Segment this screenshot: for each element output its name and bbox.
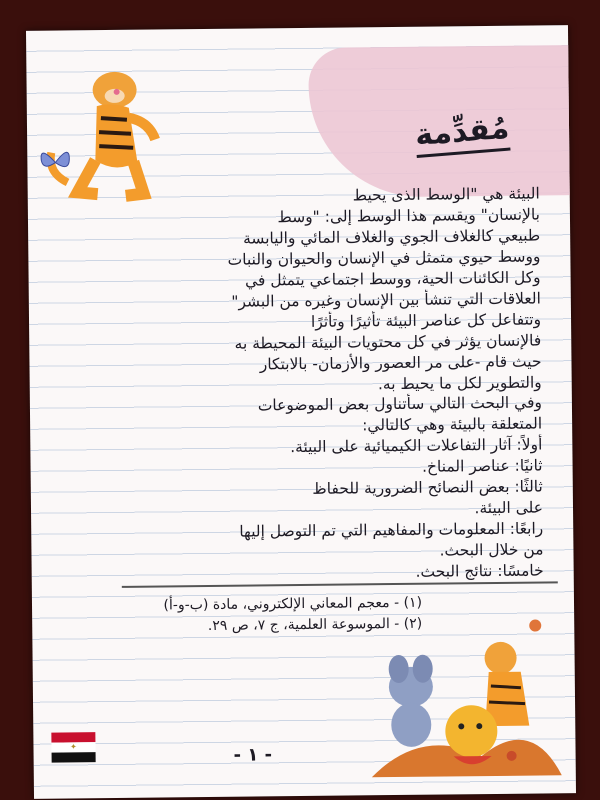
- pooh-friends-illustration: [360, 605, 562, 787]
- egypt-flag-icon: ✦: [51, 732, 95, 762]
- list-line: على البيئة.: [474, 498, 544, 518]
- intro-line: طبيعي كالغلاف الجوي والغلاف المائي واليابسة: [242, 226, 541, 248]
- butterfly-illustration: [35, 142, 75, 182]
- notebook-page: [26, 25, 576, 799]
- page-number: - ١ -: [233, 744, 273, 766]
- list-line: المتعلقة بالبيئة وهي كالتالي:: [362, 414, 543, 435]
- page-title: مُقدِّمة: [413, 111, 510, 158]
- reference-item: (١) - معجم المعاني الإلكتروني، مادة (ب-و-أ): [163, 594, 423, 614]
- topics-list: [72, 392, 544, 586]
- intro-line: البيئة هي "الوسط الذى يحيط: [352, 184, 540, 205]
- list-line: وفي البحث التالي سأتناول بعض الموضوعات: [257, 393, 543, 415]
- intro-paragraph: [150, 183, 542, 397]
- list-line: ثالثًا: بعض النصائح الضرورية للحفاظ: [312, 477, 543, 498]
- list-line: ثانيًا: عناصر المناخ.: [421, 456, 543, 476]
- reference-item: (٢) - الموسوعة العلمية، ج ٧، ص ٢٩.: [207, 615, 423, 634]
- list-line: أولاً: آثار التفاعلات الكيميائية على البيئة.: [290, 435, 543, 457]
- intro-line: بالإنسان" ويقسم هذا الوسط إلى: "وسط: [277, 205, 541, 227]
- intro-line: فالإنسان يؤثر في كل محتويات البيئة المحيطة به: [234, 331, 542, 353]
- intro-line: وتتفاعل كل عناصر البيئة تأثيرًا وتأثرًا: [310, 310, 542, 331]
- intro-line: العلاقات التي تنشأ بين الإنسان وغيره من البشر": [231, 289, 541, 311]
- intro-line: حيث قام -على مر العصور والأزمان- بالابتكار: [259, 352, 542, 374]
- list-line: خامسًا: نتائج البحث.: [415, 561, 544, 581]
- list-line: من خلال البحث.: [439, 540, 544, 560]
- tigger-illustration: [36, 61, 168, 212]
- intro-line: والتطوير لكل ما يحيط به.: [377, 373, 542, 394]
- intro-line: ووسط حيوي متمثل في الإنسان والحيوان والنبات: [227, 247, 541, 269]
- intro-line: وكل الكائنات الحية، ووسط اجتماعي يتمثل في: [244, 268, 541, 290]
- list-line: رابعًا: المعلومات والمفاهيم التي تم التوصل إليها: [239, 519, 544, 541]
